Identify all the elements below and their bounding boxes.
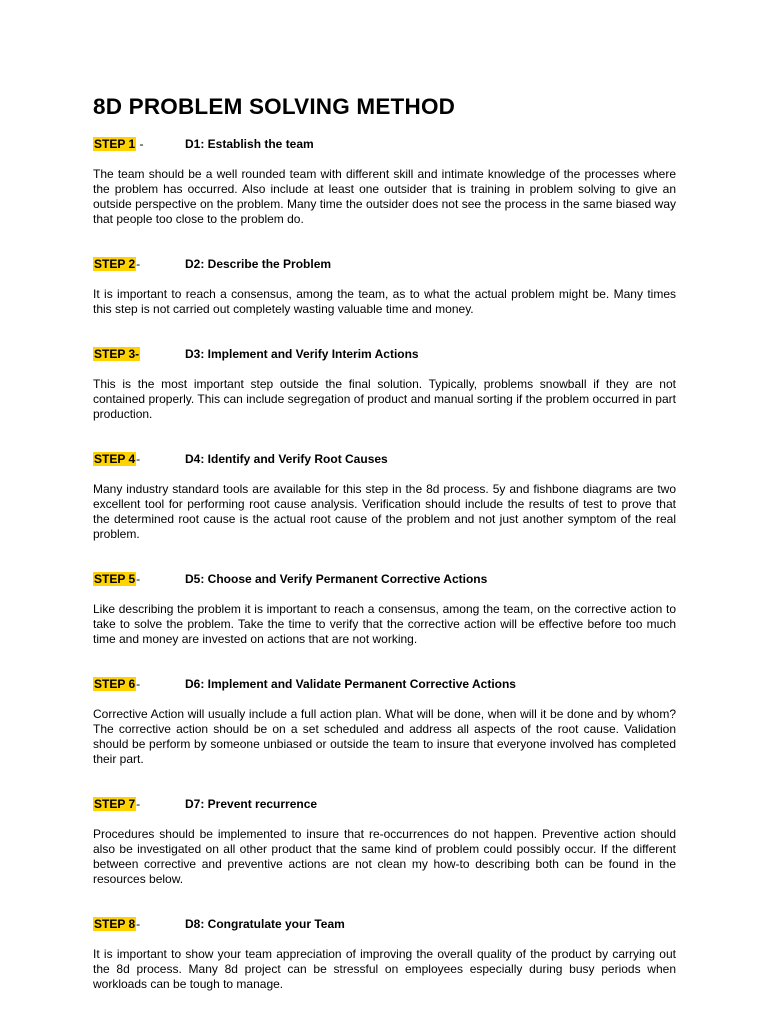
step-dash: - — [136, 452, 141, 466]
step-body: This is the most important step outside the final solution. Typically, problems snowball if they are not contained properly. This can include segregation of product and manual sorting if the problem occurred in part production. — [93, 377, 676, 421]
step-body: Procedures should be implemented to insure that re-occurrences do not happen. Preventive action should also be investigated on all other product that the same kind of problem could possibly occur. If the different between corrective and preventive actions are not clean my how-to describing both can be found in the resources below. — [93, 827, 676, 886]
step-label: STEP 3- — [94, 347, 140, 361]
step-heading: D3: Implement and Verify Interim Actions — [185, 347, 419, 361]
step-6 — [93, 677, 676, 767]
step-heading: D5: Choose and Verify Permanent Corrective Actions — [185, 572, 488, 586]
step-body: Many industry standard tools are available for this step in the 8d process. 5y and fishbone diagrams are two excellent tool for performing root cause analysis. Verification should include the results of test to prove that the determined root cause is the actual root cause of the problem and not just another symptom of the real problem. — [93, 482, 676, 541]
step-label: STEP 6 — [94, 677, 136, 691]
step-heading: D7: Prevent recurrence — [185, 797, 318, 811]
document-title: 8D PROBLEM SOLVING METHOD — [93, 94, 456, 119]
step-body: Like describing the problem it is important to reach a consensus, among the team, on the corrective action to take to solve the problem. Take the time to verify that the corrective action will be effective before too much time and money are invested on actions that are not working. — [93, 602, 676, 646]
step-heading: D6: Implement and Validate Permanent Corrective Actions — [185, 677, 516, 691]
step-header — [93, 347, 676, 362]
step-8 — [93, 917, 676, 992]
step-label: STEP 7 — [94, 797, 136, 811]
step-heading: D8: Congratulate your Team — [185, 917, 345, 931]
step-4 — [93, 452, 676, 542]
step-dash: - — [136, 797, 141, 811]
step-dash: - — [136, 917, 141, 931]
step-2 — [93, 257, 676, 317]
step-label: STEP 1 — [94, 137, 136, 151]
step-3 — [93, 347, 676, 422]
step-label: STEP 2 — [94, 257, 136, 271]
step-dash: - — [136, 572, 141, 586]
document-page — [93, 92, 676, 992]
step-label: STEP 5 — [94, 572, 136, 586]
step-header — [93, 797, 676, 812]
step-dash: - — [136, 137, 144, 151]
step-1 — [93, 137, 676, 227]
step-body: It is important to reach a consensus, among the team, as to what the actual problem might be. Many times this step is not carried out completely wasting valuable time and money. — [93, 287, 676, 316]
step-header — [93, 257, 676, 272]
step-body: It is important to show your team appreciation of improving the overall quality of the product by carrying out the 8d process. Many 8d project can be stressful on employees especially during busy periods when workloads can be tough to manage. — [93, 947, 676, 991]
step-header — [93, 137, 676, 152]
step-body: The team should be a well rounded team with different skill and intimate knowledge of the processes where the problem has occurred. Also include at least one outsider that is training in problem solving to give an outside perspective on the problem. Many time the outsider does not see the process in the same biased way that people too close to the problem do. — [93, 167, 676, 226]
step-dash: - — [136, 677, 141, 691]
step-7 — [93, 797, 676, 887]
step-header — [93, 452, 676, 467]
step-body: Corrective Action will usually include a full action plan. What will be done, when will it be done and by whom? The corrective action should be on a set scheduled and address all aspects of the root cause. Validation should be perform by someone unbiased or outside the team to insure that everyone involved has completed their part. — [93, 707, 676, 766]
step-label: STEP 8 — [94, 917, 136, 931]
step-5 — [93, 572, 676, 647]
step-heading: D1: Establish the team — [185, 137, 314, 151]
step-header — [93, 677, 676, 692]
step-dash: - — [136, 257, 141, 271]
step-label: STEP 4 — [94, 452, 136, 466]
step-header — [93, 917, 676, 932]
step-header — [93, 572, 676, 587]
step-heading: D2: Describe the Problem — [185, 257, 332, 271]
step-heading: D4: Identify and Verify Root Causes — [185, 452, 388, 466]
